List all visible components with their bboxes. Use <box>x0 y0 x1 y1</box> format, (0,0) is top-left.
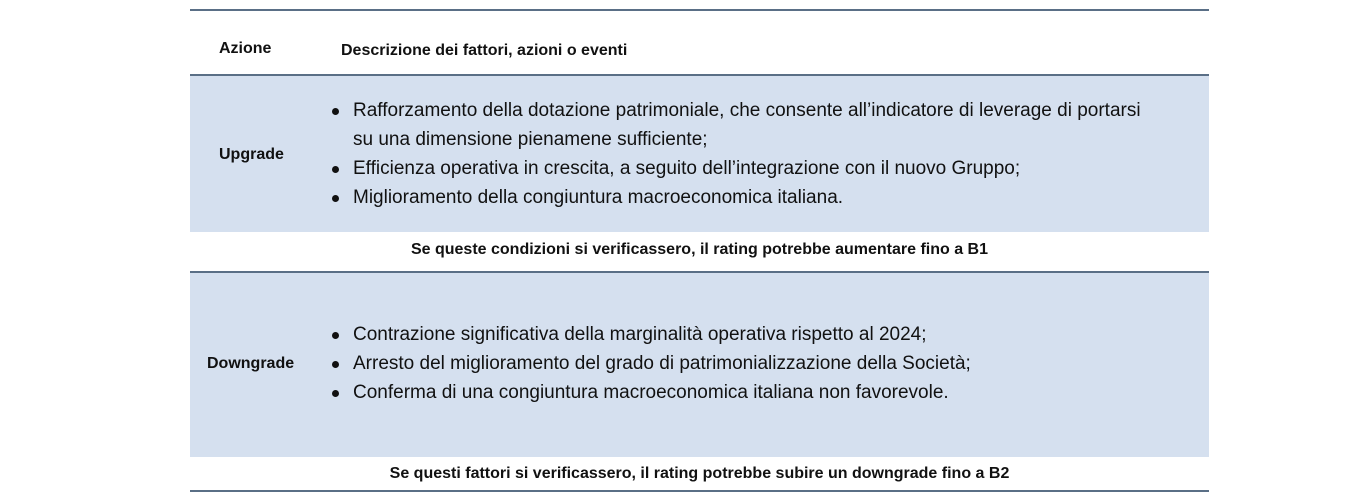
table-header <box>190 11 1209 74</box>
list-item: Miglioramento della congiuntura macroeconomica italiana. <box>329 183 1164 212</box>
bottom-rule <box>190 490 1209 492</box>
list-item: Conferma di una congiuntura macroeconomica italiana non favorevole. <box>329 378 1189 407</box>
upgrade-factor-list <box>329 96 1164 212</box>
upgrade-row <box>190 76 1209 232</box>
downgrade-factor-list <box>329 320 1189 407</box>
header-description: Descrizione dei fattori, azioni o eventi <box>341 42 628 59</box>
header-action: Azione <box>219 40 272 57</box>
downgrade-conclusion: Se questi fattori si verificassero, il rating potrebbe subire un downgrade fino a B2 <box>190 459 1209 490</box>
upgrade-label: Upgrade <box>219 146 284 163</box>
list-item: Contrazione significativa della marginalità operativa rispetto al 2024; <box>329 320 1189 349</box>
downgrade-row <box>190 273 1209 457</box>
list-item: Rafforzamento della dotazione patrimoniale, che consente all’indicatore di leverage di portarsi su una dimensione pienamene sufficiente; <box>329 96 1164 154</box>
list-item: Efficienza operativa in crescita, a seguito dell’integrazione con il nuovo Gruppo; <box>329 154 1164 183</box>
list-item: Arresto del miglioramento del grado di patrimonializzazione della Società; <box>329 349 1189 378</box>
downgrade-label: Downgrade <box>207 355 295 372</box>
rating-factors-table <box>190 9 1209 492</box>
upgrade-conclusion: Se queste condizioni si verificassero, il rating potrebbe aumentare fino a B1 <box>190 237 1209 271</box>
